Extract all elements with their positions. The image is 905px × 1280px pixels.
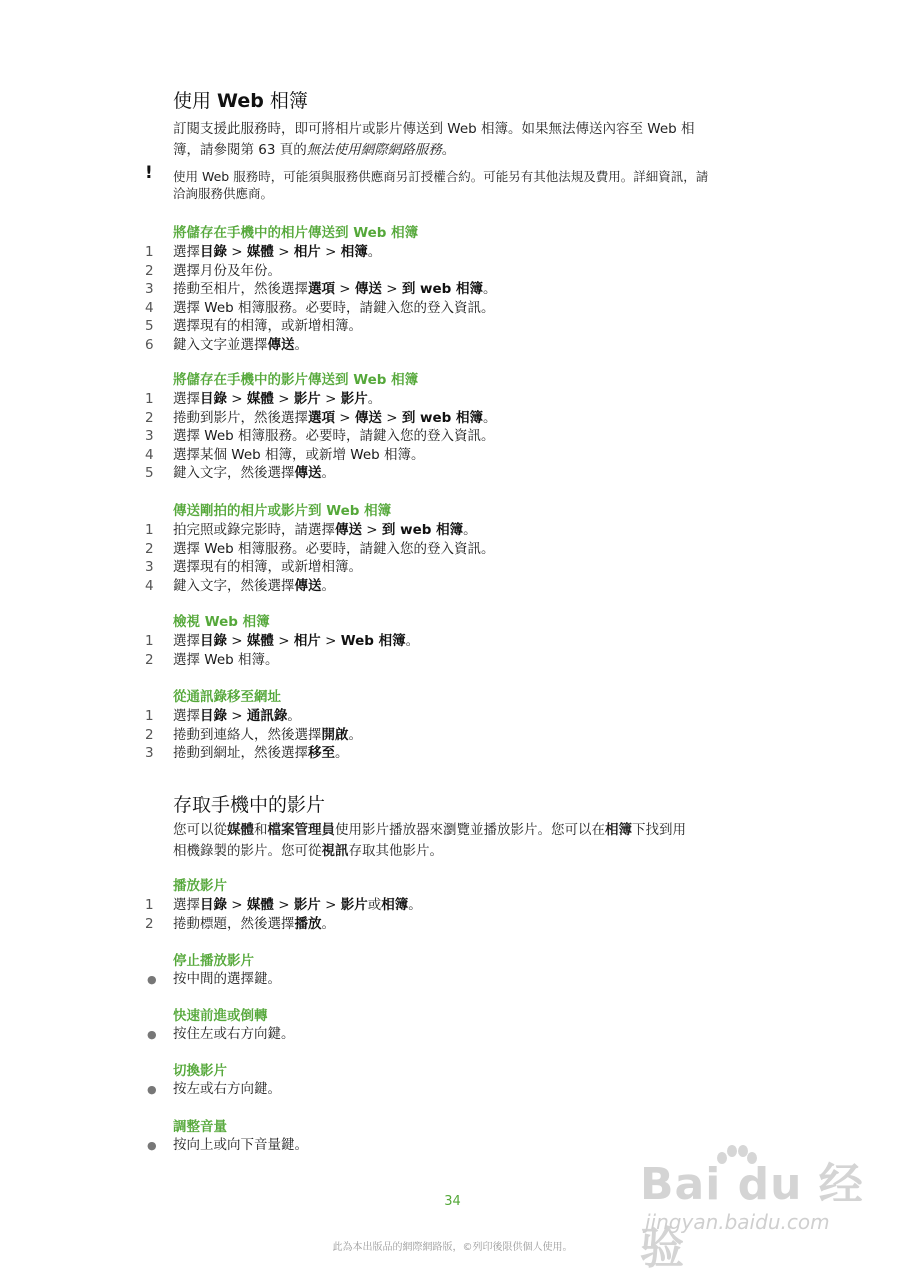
step-text: 選擇現有的相簿，或新增相簿。 (173, 559, 362, 575)
watermark-logo: Bai du 经验 (640, 1159, 864, 1274)
step-text: 按向上或向下音量鍵。 (173, 1137, 308, 1153)
step-text: 鍵入文字，然後選擇 (173, 465, 295, 481)
menu-path-item: 到 web 相簿 (381, 522, 464, 538)
menu-path-item: 媒體 (246, 244, 274, 260)
para-text: 下找到用 (632, 822, 686, 838)
menu-path-item: 移至 (308, 745, 335, 761)
menu-path-item: 傳送 (335, 522, 362, 538)
step-text: 鍵入文字，然後選擇 (173, 577, 295, 594)
warning-icon: ! (145, 163, 153, 183)
menu-path-item: 影片 (293, 897, 321, 913)
para-text: 相機錄製的影片。您可從 (173, 843, 322, 859)
step-number: 1 (145, 897, 154, 913)
step-text: > (227, 244, 247, 260)
step-text: 捲動至相片，然後選擇 (173, 281, 308, 297)
menu-path-item: 影片 (340, 897, 368, 913)
step-number: 2 (145, 726, 154, 743)
para-text: 您可以從 (173, 822, 227, 838)
list-item (145, 915, 422, 934)
step-text: > (320, 633, 341, 649)
subheading: 停止播放影片 (173, 953, 254, 969)
step-text: > (273, 633, 294, 649)
step-text: > (273, 391, 294, 407)
step-text: 捲動到影片，然後選擇 (173, 409, 308, 426)
list-item (145, 280, 497, 299)
list-item (145, 409, 497, 428)
page-number: 34 (444, 1194, 461, 1209)
step-text: 捲動到連絡人，然後選擇 (173, 726, 322, 743)
list-item (145, 390, 497, 409)
step-text: 鍵入文字並選擇 (173, 336, 268, 353)
menu-path-item: 目錄 (200, 244, 227, 260)
bullet-icon: ● (147, 1028, 157, 1041)
step-list (145, 632, 419, 669)
step-text: 。 (367, 244, 382, 260)
step-text: 按中間的選擇鍵。 (173, 971, 281, 987)
step-number: 4 (145, 446, 154, 463)
step-text: 。 (408, 897, 422, 913)
menu-path-item: 相簿 (381, 897, 409, 913)
list-item (145, 726, 362, 745)
list-item (145, 262, 497, 281)
subheading: 檢視 Web 相簿 (173, 614, 270, 630)
menu-path-item: 相片 (293, 633, 321, 649)
list-item (145, 521, 495, 540)
list-item (145, 427, 497, 446)
step-text: > (320, 391, 341, 407)
section-title-web-album (173, 86, 308, 113)
step-text: 。 (463, 522, 477, 538)
menu-path-item: 視訊 (321, 843, 349, 859)
subheading: 快速前進或倒轉 (173, 1008, 268, 1024)
list-item (145, 558, 495, 577)
para-text: 和 (254, 822, 268, 838)
paragraph-line (173, 820, 758, 841)
bullet-list (145, 1080, 281, 1099)
subheading: 將儲存在手機中的相片傳送到 Web 相簿 (173, 225, 419, 241)
step-text: 拍完照或錄完影時，請選擇 (173, 522, 335, 538)
step-text: 選擇 (173, 633, 200, 649)
step-number: 3 (145, 559, 154, 575)
bullet-icon: ● (147, 973, 157, 986)
step-number: 2 (145, 409, 154, 426)
menu-path-item: 選項 (308, 409, 335, 426)
menu-path-item: 傳送 (294, 465, 322, 481)
step-text: 選擇現有的相簿，或新增相簿。 (173, 318, 362, 334)
menu-path-item: 影片 (293, 391, 321, 407)
subheading: 將儲存在手機中的影片傳送到 Web 相簿 (173, 372, 419, 388)
note-line: 洽詢服務供應商。 (173, 186, 274, 201)
step-text: > (273, 897, 294, 913)
list-item (145, 707, 362, 726)
step-text: 按左或右方向鍵。 (173, 1081, 281, 1097)
menu-path-item: 傳送 (354, 409, 382, 426)
step-text: 按住左或右方向鍵。 (173, 1026, 295, 1042)
intro-text: 簿，請參閱第 63 頁的 (173, 142, 307, 158)
list-item (145, 1136, 308, 1155)
step-number: 2 (145, 262, 154, 279)
videos-paragraph (173, 820, 758, 862)
step-text: 或 (367, 897, 382, 913)
menu-path-item: 目錄 (200, 633, 227, 649)
step-number: 3 (145, 428, 154, 444)
step-text: 。 (287, 708, 301, 724)
list-item (145, 577, 495, 596)
step-text: 。 (348, 726, 362, 743)
note-paragraph (173, 168, 758, 202)
step-text: 。 (483, 281, 497, 297)
step-text: > (362, 522, 382, 538)
step-list (145, 390, 497, 483)
list-item (145, 896, 422, 915)
bullet-list (145, 1136, 308, 1155)
step-text: 選擇 Web 相簿。 (173, 651, 279, 668)
menu-path-item: 傳送 (267, 336, 295, 353)
step-list (145, 521, 495, 595)
menu-path-item: 傳送 (354, 281, 382, 297)
menu-path-item: 媒體 (246, 633, 274, 649)
step-text: 捲動到網址，然後選擇 (173, 745, 308, 761)
menu-path-item: 開啟 (321, 726, 349, 743)
step-text: > (227, 391, 247, 407)
step-text: 。 (335, 745, 349, 761)
menu-path-item: Web 相簿 (340, 633, 406, 649)
step-text: 選擇 Web 相簿服務。必要時，請鍵入您的登入資訊。 (173, 299, 495, 316)
step-text: 。 (294, 336, 308, 353)
menu-path-item: 媒體 (227, 822, 254, 838)
step-list (145, 707, 362, 763)
menu-path-item: 媒體 (246, 391, 274, 407)
step-list (145, 243, 497, 354)
list-item (145, 1080, 281, 1099)
subheading: 傳送剛拍的相片或影片到 Web 相簿 (173, 503, 392, 519)
subheading: 切換影片 (173, 1063, 227, 1079)
step-number: 5 (145, 465, 154, 481)
intro-line (173, 140, 758, 161)
menu-path-item: 到 web 相簿 (401, 409, 484, 426)
bullet-list (145, 1025, 295, 1044)
step-number: 4 (145, 577, 154, 594)
menu-path-item: 到 web 相簿 (401, 281, 484, 297)
intro-line: 訂閱支援此服務時，即可將相片或影片傳送到 Web 相簿。如果無法傳送內容至 Web 相 (173, 121, 695, 137)
step-list (145, 896, 422, 933)
step-number: 3 (145, 281, 154, 297)
paragraph-line (173, 841, 758, 862)
step-text: 。 (405, 633, 420, 649)
step-text: > (320, 897, 341, 913)
menu-path-item: 影片 (340, 391, 368, 407)
list-item (145, 446, 497, 465)
menu-path-item: 播放 (294, 915, 322, 932)
step-text: 選擇 (173, 897, 200, 913)
menu-path-item: 相簿 (340, 244, 368, 260)
step-text: 。 (321, 915, 335, 932)
intro-paragraph (173, 119, 758, 161)
menu-path-item: 選項 (308, 281, 335, 297)
list-item (145, 317, 497, 336)
step-number: 1 (145, 391, 154, 407)
subheading: 調整音量 (173, 1119, 227, 1135)
bullet-list (145, 970, 281, 989)
step-number: 2 (145, 651, 154, 668)
menu-path-item: 通訊錄 (246, 708, 288, 724)
menu-path-item: 相片 (293, 244, 321, 260)
step-number: 4 (145, 299, 154, 316)
para-text: 使用影片播放器來瀏覽並播放影片。您可以在 (335, 822, 605, 838)
step-text: 捲動標題，然後選擇 (173, 915, 295, 932)
step-text: > (227, 633, 247, 649)
menu-path-item: 相簿 (605, 822, 632, 838)
step-number: 6 (145, 336, 154, 353)
title-text: 相簿 (263, 90, 308, 112)
menu-path-item: 檔案管理員 (267, 822, 335, 838)
subheading: 播放影片 (173, 878, 227, 894)
list-item (145, 1025, 295, 1044)
title-text-bold: Web (217, 90, 264, 112)
list-item (145, 632, 419, 651)
step-text: > (227, 897, 247, 913)
menu-path-item: 目錄 (200, 391, 227, 407)
step-text: > (381, 281, 402, 297)
step-text: 。 (321, 577, 335, 594)
list-item (145, 744, 362, 763)
list-item (145, 464, 497, 483)
list-item (145, 651, 419, 670)
step-text: 。 (321, 465, 335, 481)
cross-reference-link[interactable]: 無法使用網際網路服務 (306, 142, 442, 158)
step-text: 。 (367, 391, 382, 407)
step-number: 2 (145, 915, 154, 932)
bullet-icon: ● (147, 1139, 157, 1152)
step-text: 選擇 (173, 708, 200, 724)
step-number: 1 (145, 522, 154, 538)
step-text: > (273, 244, 294, 260)
step-text: 。 (483, 409, 497, 426)
step-text: > (335, 409, 355, 426)
step-text: > (381, 409, 402, 426)
menu-path-item: 目錄 (200, 897, 227, 913)
intro-text: 。 (441, 142, 456, 158)
step-text: > (335, 281, 355, 297)
section-title-videos: 存取手機中的影片 (173, 794, 326, 816)
menu-path-item: 媒體 (246, 897, 274, 913)
list-item (145, 336, 497, 355)
note-line: 使用 Web 服務時，可能須與服務供應商另訂授權合約。可能另有其他法規及費用。詳細資訊，請 (173, 169, 709, 184)
step-number: 1 (145, 708, 154, 724)
watermark-url: jingyan.baidu.com (645, 1210, 830, 1234)
step-text: 選擇月份及年份。 (173, 262, 281, 279)
step-text: > (320, 244, 341, 260)
step-text: 選擇 Web 相簿服務。必要時，請鍵入您的登入資訊。 (173, 428, 495, 444)
menu-path-item: 傳送 (294, 577, 322, 594)
step-number: 1 (145, 244, 154, 260)
list-item (145, 540, 495, 559)
step-number: 3 (145, 745, 154, 761)
list-item (145, 243, 497, 262)
footer-note: 此為本出版品的網際網路版，©列印後限供個人使用。 (332, 1242, 573, 1253)
subheading: 從通訊錄移至網址 (173, 689, 281, 705)
step-text: 選擇某個 Web 相簿，或新增 Web 相簿。 (173, 446, 425, 463)
step-text: 選擇 Web 相簿服務。必要時，請鍵入您的登入資訊。 (173, 540, 495, 557)
step-number: 2 (145, 540, 154, 557)
step-text: 選擇 (173, 391, 200, 407)
para-text: 存取其他影片。 (348, 843, 443, 859)
step-text: 選擇 (173, 244, 200, 260)
title-text: 使用 (173, 90, 218, 112)
list-item (145, 299, 497, 318)
step-number: 1 (145, 633, 154, 649)
menu-path-item: 目錄 (200, 708, 227, 724)
bullet-icon: ● (147, 1083, 157, 1096)
list-item (145, 970, 281, 989)
step-text: > (227, 708, 247, 724)
step-number: 5 (145, 318, 154, 334)
